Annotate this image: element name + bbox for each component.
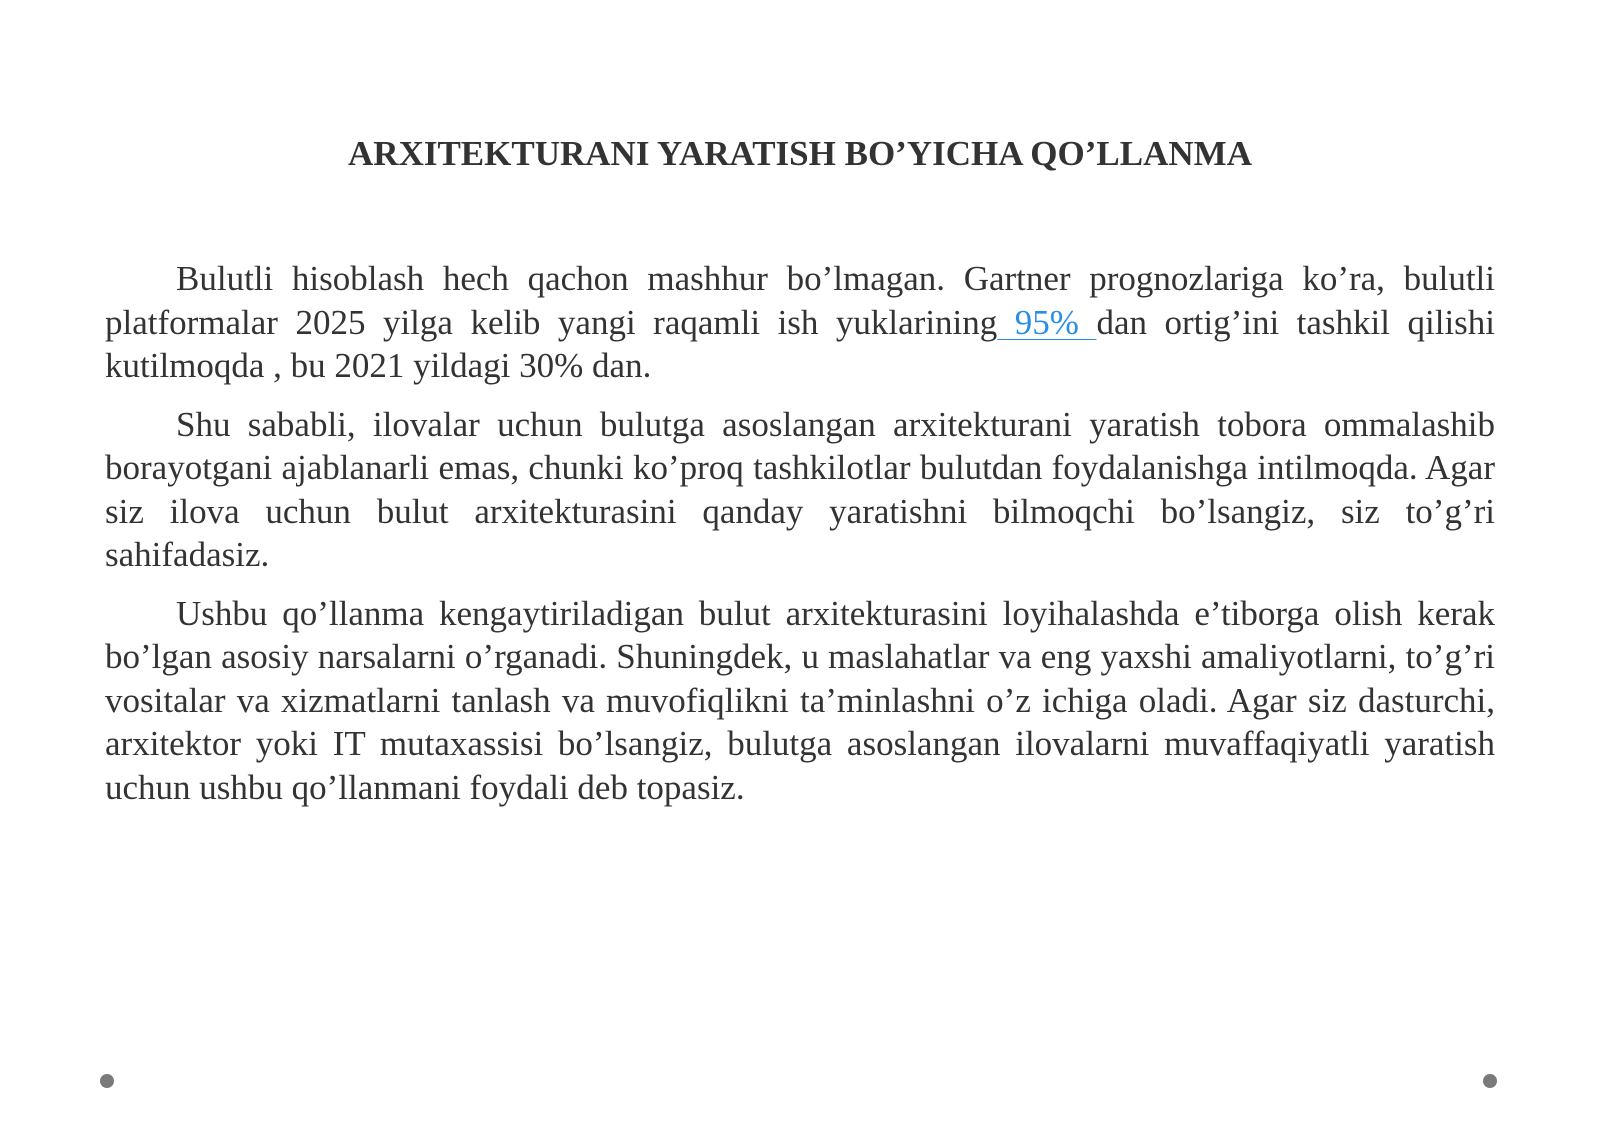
page-corner-dot-left [100,1074,114,1088]
statistic-link[interactable]: 95% [997,302,1097,342]
paragraph-2: Shu sababli, ilovalar uchun bulutga asoslangan arxitekturani yaratish tobora ommalashib borayotgani ajablanarli emas, chunki ko’proq tashkilotlar bulutdan foydalanishga intilmoqda. Agar siz ilova uchun bulut arxitekturasini qanday yaratishni bilmoqchi bo’lsangiz, siz to’g’ri sahifadasiz. [105,404,1495,574]
paragraph-1-text-start: Bulutli hisoblash hech qachon mashhur bo’lmagan. Gartner prognozlariga ko’ra, bulutli platformalar 2025 yilga kelib yangi raqamli ish yuklarining [105,259,1495,342]
paragraph-3: Ushbu qo’llanma kengaytiriladigan bulut arxitekturasini loyihalashda e’tiborga olish kerak bo’lgan asosiy narsalarni o’rganadi. Shuningdek, u maslahatlar va eng yaxshi amaliyotlarni, to’g’ri vositalar va xizmatlarni tanlash va muvofiqlikni ta’minlashni o’z ichiga oladi. Agar siz dasturchi, arxitektor yoki IT mutaxassisi bo’lsangiz, bulutga asoslangan ilovalarni muvaffaqiyatli yaratish uchun ushbu qo’llanmani foydali deb topasiz. [105,593,1495,807]
document-body [105,257,1495,824]
paragraph-1-text-end: dan ortig’ini tashkil qilishi kutilmoqda , bu 2021 yildagi 30% dan. [105,302,1496,385]
paragraph-1 [105,257,1495,388]
page-corner-dot-right [1483,1074,1497,1088]
document-title: ARXITEKTURANI YARATISH BO’YICHA QO’LLANMA [348,134,1252,173]
